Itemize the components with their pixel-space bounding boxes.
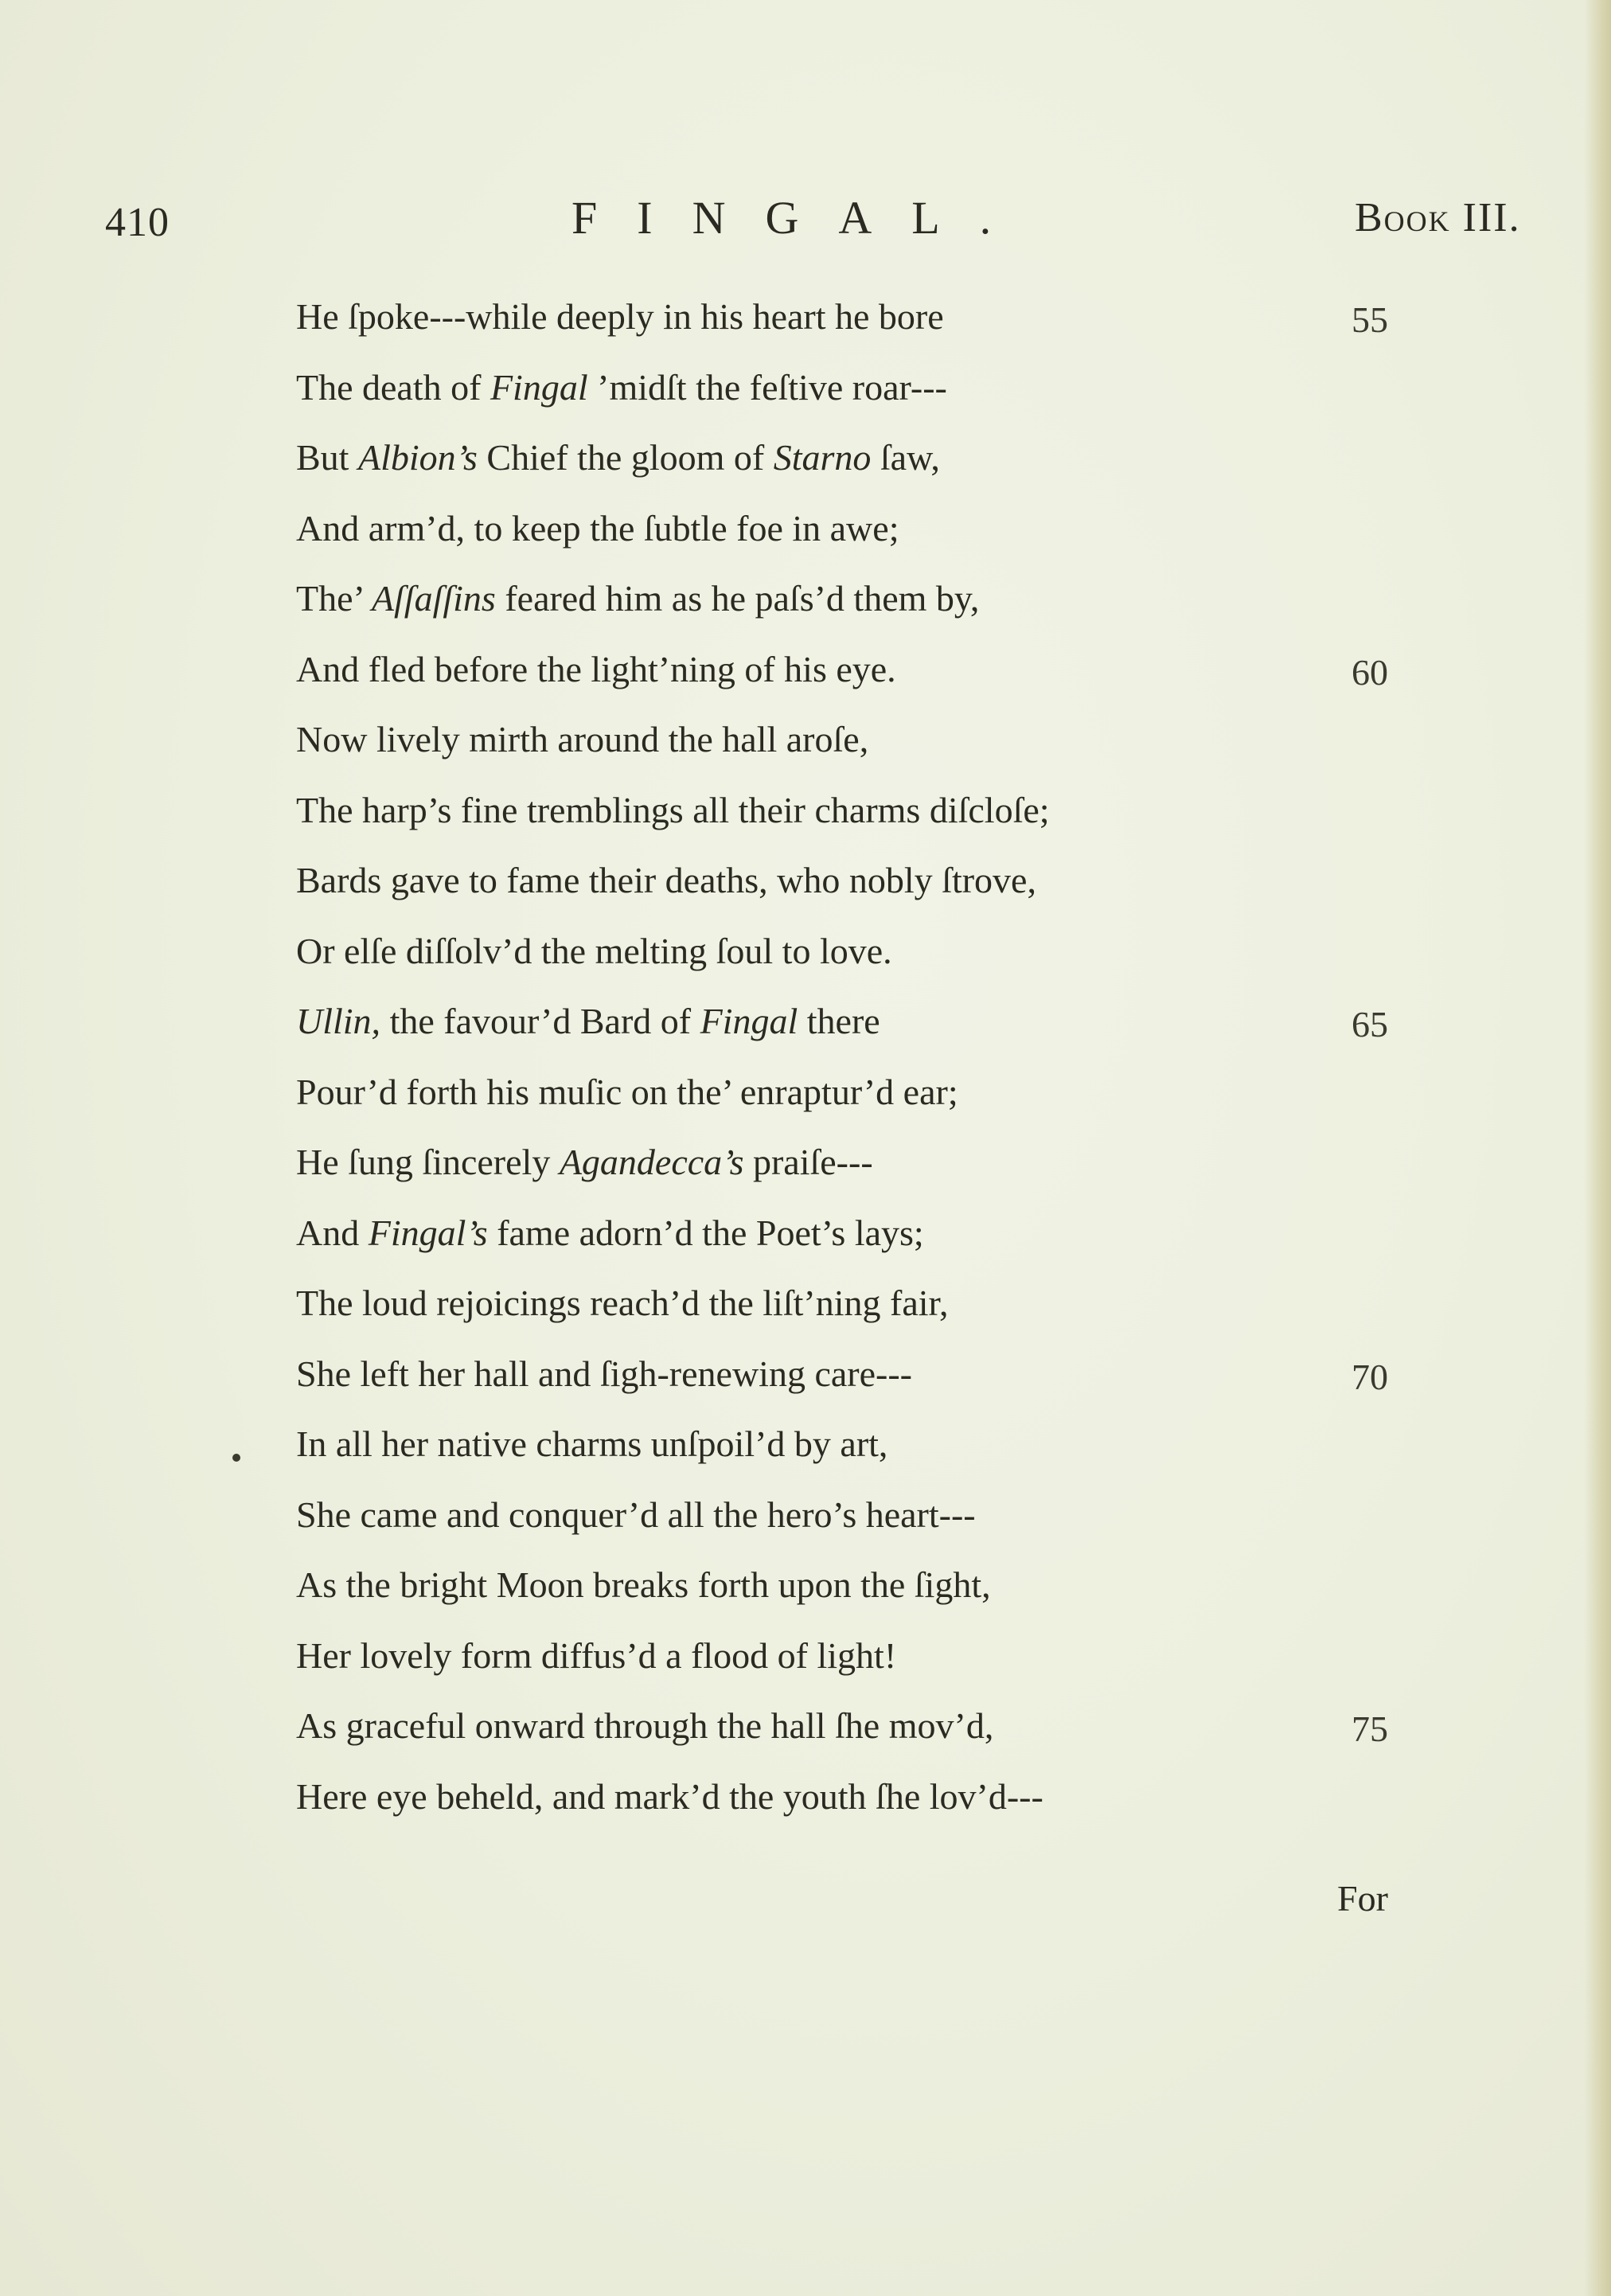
verse-line-text — [296, 857, 1036, 904]
verse-text: Bards gave to fame their deaths, who nobly ſtrove, — [296, 860, 1036, 900]
verse-line-text — [296, 434, 940, 482]
verse-text: He ſung ſincerely — [296, 1142, 560, 1182]
italic-name: Ullin, — [296, 1001, 381, 1041]
italic-name: Fingal’s — [368, 1212, 488, 1253]
verse-line — [296, 1350, 1458, 1421]
verse-line — [296, 1491, 1458, 1562]
verse-text: And fled before the light’ning of his eye. — [296, 648, 896, 689]
verse-text: Here eye beheld, and mark’d the youth ſhe lov’d--- — [296, 1775, 1043, 1817]
verse-line — [296, 1068, 1458, 1139]
verse-text: there — [798, 1001, 880, 1041]
verse-text: Pour’d forth his muſic on the’ enraptur’d ear; — [296, 1071, 958, 1112]
ink-speck — [232, 1454, 240, 1462]
line-number: 75 — [1352, 1708, 1388, 1749]
verse-text: Or elſe diſſolv’d the melting ſoul to love. — [296, 930, 892, 971]
italic-name: Fingal — [700, 1001, 798, 1041]
italic-name: Albion’s — [357, 437, 478, 478]
verse-text: In all her native charms unſpoil’d by art, — [296, 1423, 888, 1464]
verse-line — [296, 716, 1458, 787]
verse-text: And — [296, 1212, 369, 1253]
italic-name: Agandecca’s — [559, 1142, 744, 1182]
verse-text: She came and conquer’d all the hero’s heart--- — [296, 1494, 976, 1535]
verse-line — [296, 1773, 1458, 1844]
verse-text: feared him as he paſs’d them by, — [495, 578, 980, 619]
verse-line — [296, 646, 1458, 717]
verse-text: Chief the gloom of — [477, 437, 774, 478]
verse-line — [296, 1561, 1458, 1632]
verse-text: The harp’s fine tremblings all their charms diſcloſe; — [296, 789, 1050, 830]
verse-text: The’ — [296, 578, 372, 619]
line-number: 60 — [1352, 651, 1388, 693]
verse-line — [296, 1209, 1458, 1280]
verse-text: But — [296, 437, 358, 478]
verse-line — [296, 505, 1458, 576]
verse-line — [296, 857, 1458, 927]
verse-line-text — [296, 716, 868, 763]
verse-line-text — [296, 1350, 912, 1398]
running-title: FINGAL. — [571, 192, 1032, 244]
verse-line-text — [296, 1632, 896, 1680]
page-edge-shadow — [1584, 0, 1611, 2296]
verse-line-text — [296, 998, 880, 1045]
verse-text: Now lively mirth around the hall aroſe, — [296, 719, 869, 759]
verse-line-text — [296, 787, 1050, 834]
verse-line — [296, 1702, 1458, 1773]
verse-text: She left her hall and ſigh-renewing care--- — [296, 1353, 912, 1394]
verse-line-text — [296, 293, 944, 341]
verse-text: praiſe--- — [743, 1142, 873, 1182]
verse-line-text — [296, 1209, 924, 1257]
verse-line-text — [296, 1773, 1043, 1821]
line-number: 65 — [1352, 1004, 1388, 1045]
verse-text: fame adorn’d the Poet’s lays; — [487, 1212, 924, 1253]
page-number: 410 — [105, 200, 170, 245]
verse-text: Her lovely form diffus’d a flood of light! — [296, 1634, 897, 1676]
verse-line — [296, 1632, 1458, 1703]
verse-line-text — [296, 575, 979, 623]
verse-line — [296, 1279, 1458, 1350]
verse-text: The death of — [296, 366, 490, 408]
verse-line — [296, 787, 1458, 857]
verse-line — [296, 1420, 1458, 1491]
verse-text: As the bright Moon breaks forth upon the ſight, — [296, 1564, 991, 1605]
verse-line — [296, 998, 1458, 1068]
verse-line — [296, 575, 1458, 646]
verse-text: the favour’d Bard of — [380, 1001, 700, 1041]
verse-text: As graceful onward through the hall ſhe mov’d, — [296, 1705, 994, 1746]
italic-name: Fingal — [490, 366, 588, 408]
verse-line-text — [296, 1138, 873, 1186]
verse-line — [296, 293, 1458, 364]
line-number: 55 — [1352, 299, 1388, 340]
verse-line-text — [296, 1420, 887, 1468]
italic-name: Starno — [773, 437, 872, 478]
running-header — [0, 191, 1611, 255]
verse-line — [296, 1138, 1458, 1209]
verse-line-text — [296, 646, 896, 693]
verse-text: ſaw, — [871, 437, 940, 478]
verse-line-text — [296, 1491, 976, 1539]
catchword: For — [1337, 1878, 1388, 1919]
book-label: Book III. — [1355, 195, 1521, 240]
verse-line-text — [296, 1561, 991, 1609]
verse-line — [296, 434, 1458, 505]
verse-line-text — [296, 1068, 958, 1116]
verse-text: ’midſt the feſtive roar--- — [587, 366, 947, 408]
verse-text: He ſpoke---while deeply in his heart he bore — [296, 296, 944, 337]
verse-text: The loud rejoicings reach’d the liſt’ning fair, — [296, 1283, 949, 1323]
verse-block — [296, 293, 1458, 1843]
verse-line-text — [296, 927, 892, 975]
verse-line-text — [296, 505, 899, 553]
verse-line — [296, 364, 1458, 435]
verse-line-text — [296, 1702, 993, 1750]
verse-line-text — [296, 1279, 949, 1327]
line-number: 70 — [1352, 1356, 1388, 1397]
verse-text: And arm’d, to keep the ſubtle foe in awe; — [296, 507, 899, 549]
italic-name: Aſſaſſins — [371, 578, 496, 619]
verse-line — [296, 927, 1458, 998]
verse-line-text — [296, 364, 947, 412]
